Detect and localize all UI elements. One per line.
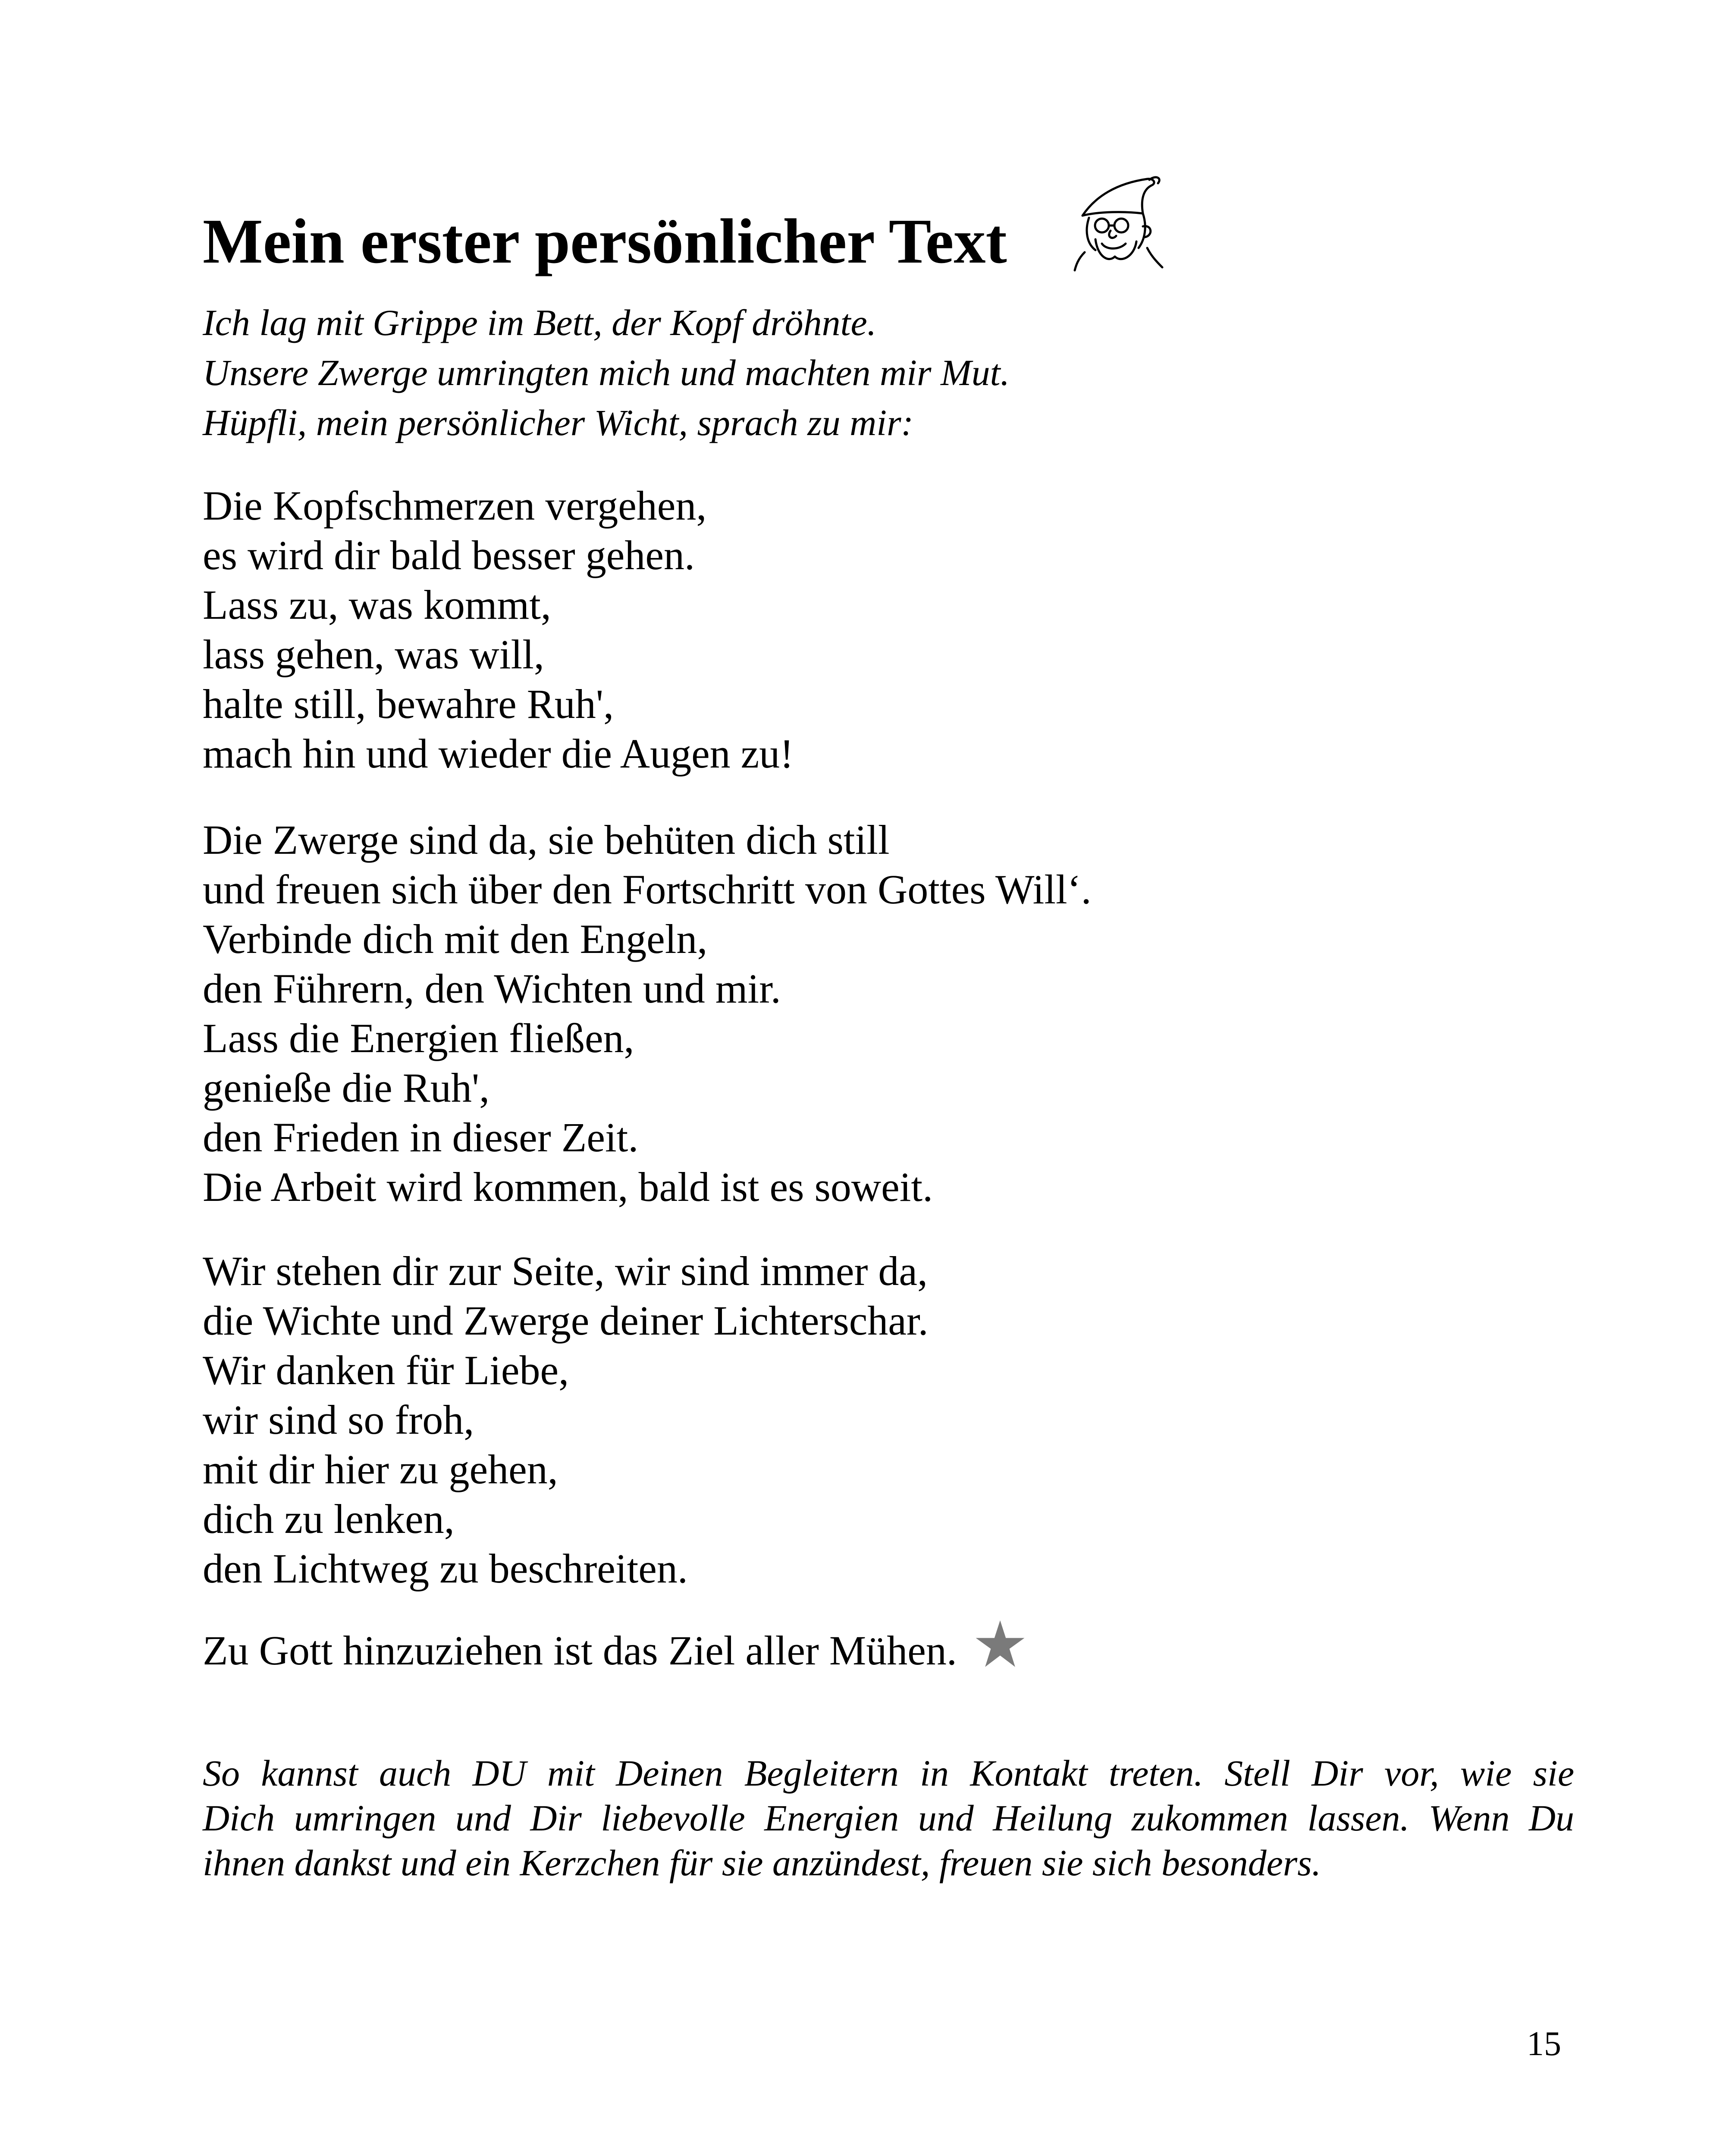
poem-line: Lass zu, was kommt, xyxy=(203,582,551,628)
poem-line: Die Arbeit wird kommen, bald ist es soweit. xyxy=(203,1164,933,1210)
poem-stanza-1 xyxy=(203,481,1583,778)
outro-line: So kannst auch DU mit Deinen Begleitern in Kontakt treten. Stell Dir vor, wie sie xyxy=(203,1752,1574,1794)
poem-line: mit dir hier zu gehen, xyxy=(203,1446,558,1492)
outro-paragraph xyxy=(203,1751,1574,1885)
closing-line: Zu Gott hinzuziehen ist das Ziel aller Mühen. xyxy=(203,1627,957,1673)
poem-line: Die Zwerge sind da, sie behüten dich still xyxy=(203,817,890,863)
intro-paragraph xyxy=(203,298,1583,448)
gnome-head-icon xyxy=(1065,170,1169,274)
poem-line: und freuen sich über den Fortschritt von Gottes Will‘. xyxy=(203,866,1092,912)
page-number: 15 xyxy=(1527,2025,1561,2063)
poem-line: Verbinde dich mit den Engeln, xyxy=(203,916,708,962)
poem-line: wir sind so froh, xyxy=(203,1397,474,1443)
poem-line: dich zu lenken, xyxy=(203,1496,455,1542)
poem-line: Wir stehen dir zur Seite, wir sind immer da, xyxy=(203,1248,928,1294)
poem-stanza-3 xyxy=(203,1246,1583,1593)
poem-line: Die Kopfschmerzen vergehen, xyxy=(203,483,707,529)
intro-line: Unsere Zwerge umringten mich und machten mir Mut. xyxy=(203,352,1010,393)
outro-line: Dich umringen und Dir liebevolle Energien und Heilung zukommen lassen. Wenn Du xyxy=(203,1797,1574,1839)
poem-line: den Führern, den Wichten und mir. xyxy=(203,965,781,1012)
poem-line: Wir danken für Liebe, xyxy=(203,1347,569,1393)
outro-line: ihnen dankst und ein Kerzchen für sie anzündest, freuen sie sich besonders. xyxy=(203,1842,1321,1883)
poem-stanza-2 xyxy=(203,815,1583,1212)
poem-line: mach hin und wieder die Augen zu! xyxy=(203,730,794,777)
poem-line: die Wichte und Zwerge deiner Lichterschar. xyxy=(203,1297,929,1344)
poem-line: den Frieden in dieser Zeit. xyxy=(203,1114,639,1160)
poem-line: den Lichtweg zu beschreiten. xyxy=(203,1545,688,1592)
poem-line: Lass die Energien fließen, xyxy=(203,1015,634,1061)
poem-line: es wird dir bald besser gehen. xyxy=(203,532,695,578)
poem-line: halte still, bewahre Ruh', xyxy=(203,681,614,727)
page-title: Mein erster persönlicher Text xyxy=(203,206,1007,277)
intro-line: Ich lag mit Grippe im Bett, der Kopf dröhnte. xyxy=(203,302,877,343)
star-icon xyxy=(974,1618,1026,1670)
intro-line: Hüpfli, mein persönlicher Wicht, sprach zu mir: xyxy=(203,402,914,443)
closing-stanza xyxy=(203,1626,1583,1675)
closing-row xyxy=(203,1626,1583,1675)
poem-line: lass gehen, was will, xyxy=(203,631,544,677)
poem-line: genieße die Ruh', xyxy=(203,1065,490,1111)
